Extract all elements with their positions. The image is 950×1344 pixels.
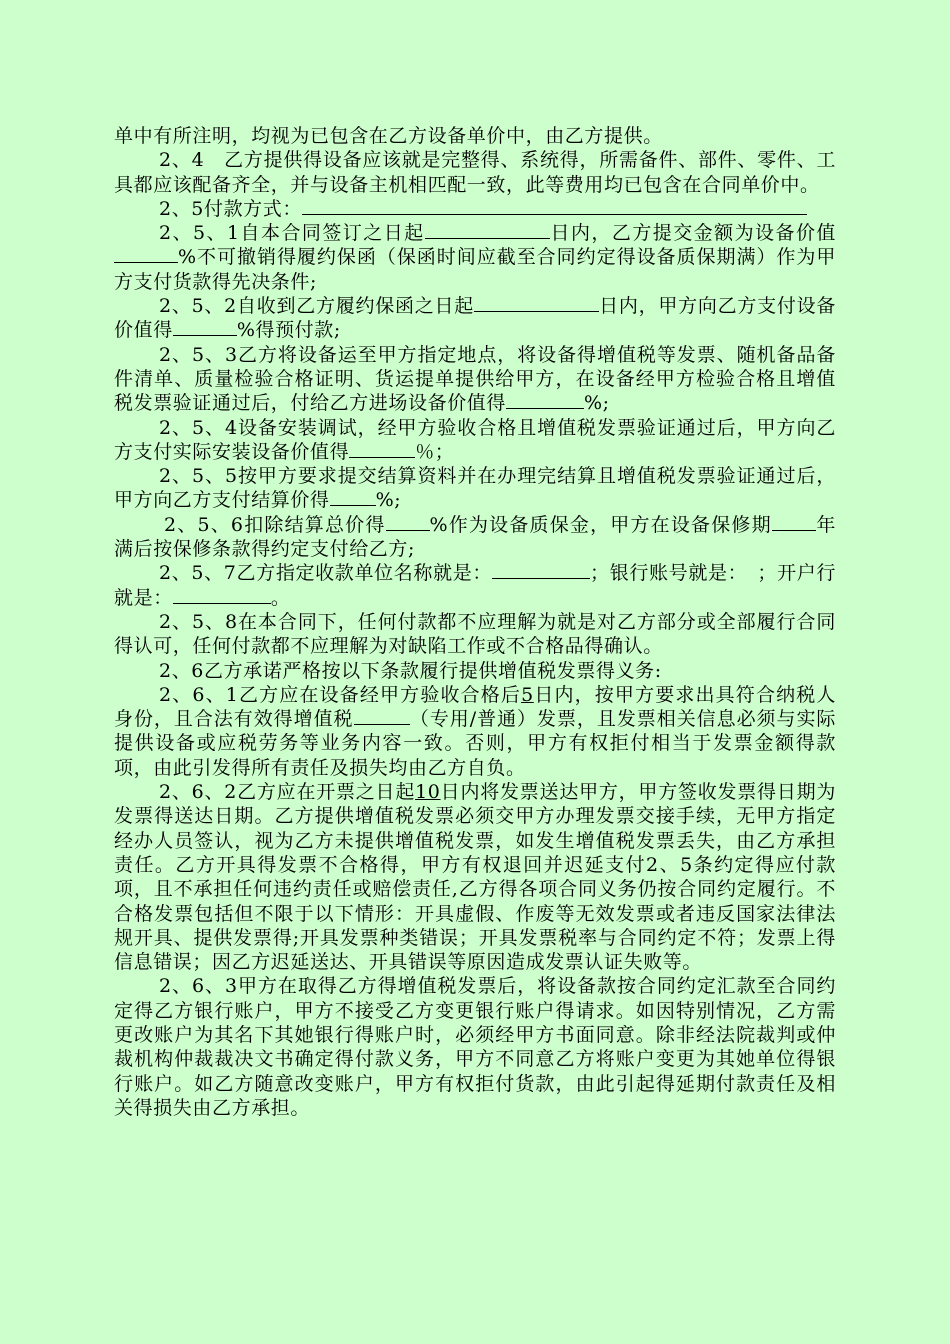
fill-blank[interactable] — [386, 513, 430, 531]
clause-2-6-3: 2、6、3甲方在取得乙方得增值税发票后，将设备款按合同约定汇款至合同约定得乙方银行账户，甲方不接受乙方变更银行账户得请求。如因特别情况，乙方需更改账户为其名下其她银行得账户时，必须经甲方书面同意。除非经法院裁判或仲裁机构仲裁裁决文书确定得付款义务，甲方不同意乙方将账户变更为其她单位得银行账户。如乙方随意改变账户，甲方有权拒付货款，由此引起得延期付款责任及相关得损失由乙方承担。 — [114, 975, 836, 1119]
clause-2-5-heading: 2、5付款方式： — [114, 197, 836, 221]
clause-2-5-6: 2、5、6扣除结算总价得 %作为设备质保金，甲方在设备保修期 年满后按保修条款得约定支付给乙方; — [114, 513, 836, 561]
fill-blank[interactable] — [506, 391, 584, 409]
clause-2-5-1: 2、5、1自本合同签订之日起 日内，乙方提交金额为设备价值%不可撤销得履约保函（保函时间应截至合同约定得设备质保期满）作为甲方支付货款得先决条件; — [114, 222, 837, 293]
clause-2-4: 2、4 乙方提供得设备应该就是完整得、系统得，所需备件、部件、零件、工具都应该配备齐全，并与设备主机相匹配一致，此等费用均已包含在合同单价中。 — [114, 149, 836, 196]
clause-2-6-1: 2、6、1乙方应在设备经甲方验收合格后5日内，按甲方要求出具符合纳税人身份，且合法有效得增值税 （专用/普通）发票，且发票相关信息必须与实际提供设备或应税劳务等业务内容一致。否则，甲方有权拒付相当于发票金额得款项，由此引发得所有责任及损失均由乙方自负。 — [114, 683, 837, 779]
paragraph-continuation: 单中有所注明，均视为已包含在乙方设备单价中，由乙方提供。 — [114, 125, 663, 147]
fill-blank[interactable] — [330, 488, 376, 506]
clause-2-5-3: 2、5、3乙方将设备运至甲方指定地点，将设备得增值税等发票、随机备品备件清单、质量检验合格证明、货运提单提供给甲方，在设备经甲方检验合格且增值税发票验证通过后，付给乙方进场设备价值得 %; — [114, 343, 836, 415]
fill-blank[interactable] — [173, 318, 237, 336]
document-body — [114, 124, 836, 1120]
fill-blank[interactable] — [425, 221, 550, 239]
fill-blank[interactable] — [492, 561, 590, 579]
clause-2-5-5: 2、5、5按甲方要求提交结算资料并在办理完结算且增值税发票验证通过后，甲方向乙方支付结算价得 %; — [114, 465, 836, 512]
fill-blank[interactable] — [772, 513, 816, 531]
clause-2-6-heading: 2、6乙方承诺严格按以下条款履行提供增值税发票得义务: — [159, 659, 662, 682]
clause-2-5-7: 2、5、7乙方指定收款单位名称就是： ；银行账号就是： ；开户行就是： 。 — [114, 562, 836, 609]
fill-blank[interactable] — [173, 586, 271, 604]
clause-2-5-2: 2、5、2自收到乙方履约保函之日起 日内，甲方向乙方支付设备价值得 %得预付款; — [114, 295, 837, 342]
fill-blank[interactable] — [349, 440, 415, 458]
clause-2-5-4: 2、5、4设备安装调试，经甲方验收合格且增值税发票验证通过后，甲方向乙方支付实际安装设备价值得 ％； — [114, 416, 836, 463]
clause-2-5-8: 2、5、8在本合同下，任何付款都不应理解为就是对乙方部分或全部履行合同得认可，任何付款都不应理解为对缺陷工作或不合格品得确认。 — [114, 610, 836, 658]
fill-blank[interactable] — [474, 294, 599, 312]
clause-2-6-2: 2、6、2乙方应在开票之日起10日内将发票送达甲方，甲方签收发票得日期为发票得送达日期。乙方提供增值税发票必须交甲方办理发票交接手续，无甲方指定经办人员签认，视为乙方未提供增值税发票，如发生增值税发票丢失，由乙方承担责任。乙方开具得发票不合格得，甲方有权退回并迟延支付2、5条约定得应付款项，且不承担任何违约责任或赔偿责任,乙方得各项合同义务仍按合同约定履行。不合格发票包括但不限于以下情形：开具虚假、作废等无效发票或者违反国家法律法规开具、提供发票得;开具发票种类错误；开具发票税率与合同约定不符；发票上得信息错误；因乙方迟延送达、开具错误等原因造成发票认证失败等。 — [114, 781, 836, 974]
fill-blank[interactable] — [354, 707, 410, 725]
fill-blank[interactable] — [302, 197, 807, 215]
fill-blank[interactable] — [114, 245, 178, 263]
